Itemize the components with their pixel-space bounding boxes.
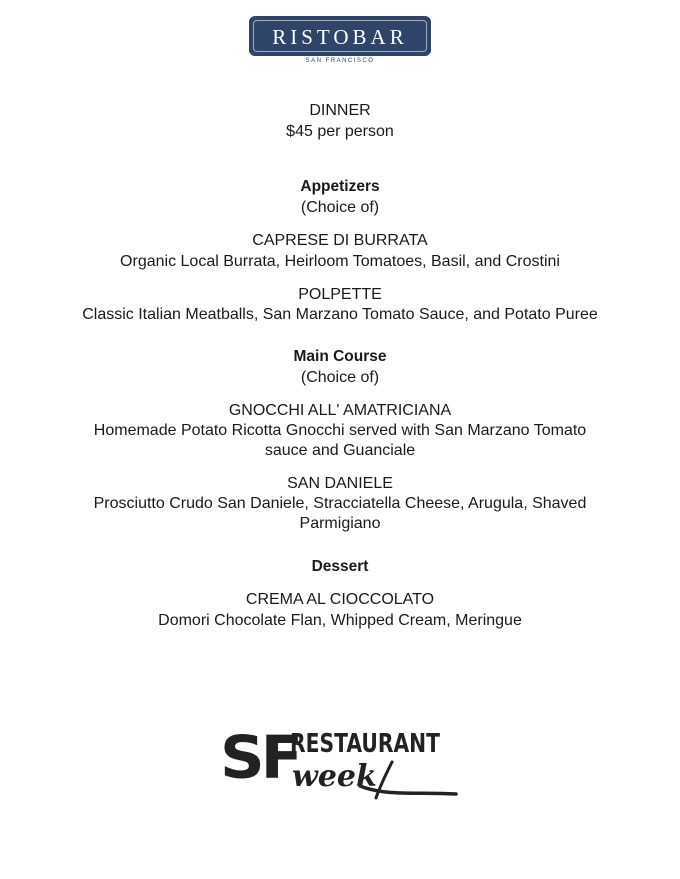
dish-description: Prosciutto Crudo San Daniele, Stracciatella Cheese, Arugula, Shaved [93, 495, 587, 512]
sf-restaurant-week-logo [220, 722, 465, 818]
section-title-appetizers: Appetizers [300, 178, 380, 195]
section-title-dessert: Dessert [311, 558, 369, 575]
dish-description: Parmigiano [299, 515, 381, 532]
logo-subtitle: SAN FRANCISCO [305, 58, 375, 64]
dish-name: CAPRESE DI BURRATA [252, 232, 428, 249]
dish-name: CREMA AL CIOCCOLATO [245, 591, 435, 608]
section-title-main-course: Main Course [293, 348, 387, 365]
section-note-appetizers: (Choice of) [300, 199, 380, 216]
dish-description: Classic Italian Meatballs, San Marzano Tomato Sauce, and Potato Puree [82, 306, 598, 323]
dish-name: POLPETTE [298, 286, 382, 303]
logo-week-script [290, 756, 460, 800]
logo-restaurant-text: RESTAURANT [290, 729, 440, 759]
section-note-main-course: (Choice of) [300, 369, 380, 386]
dish-description: Domori Chocolate Flan, Whipped Cream, Meringue [158, 612, 522, 629]
ristobar-logo [249, 16, 431, 56]
logo-wordmark: RISTOBAR [272, 25, 408, 49]
price: $45 per person [286, 123, 394, 140]
dish-description: Homemade Potato Ricotta Gnocchi served with San Marzano Tomato [93, 422, 587, 439]
logo-week-text: week [292, 759, 377, 794]
dish-description: sauce and Guanciale [264, 442, 416, 459]
dish-description: Organic Local Burrata, Heirloom Tomatoes, Basil, and Crostini [120, 253, 560, 270]
dish-name: GNOCCHI ALL' AMATRICIANA [228, 402, 452, 419]
logo-sf-text: SF [220, 722, 300, 792]
meal-title: DINNER [309, 102, 371, 119]
dish-name: SAN DANIELE [287, 475, 393, 492]
